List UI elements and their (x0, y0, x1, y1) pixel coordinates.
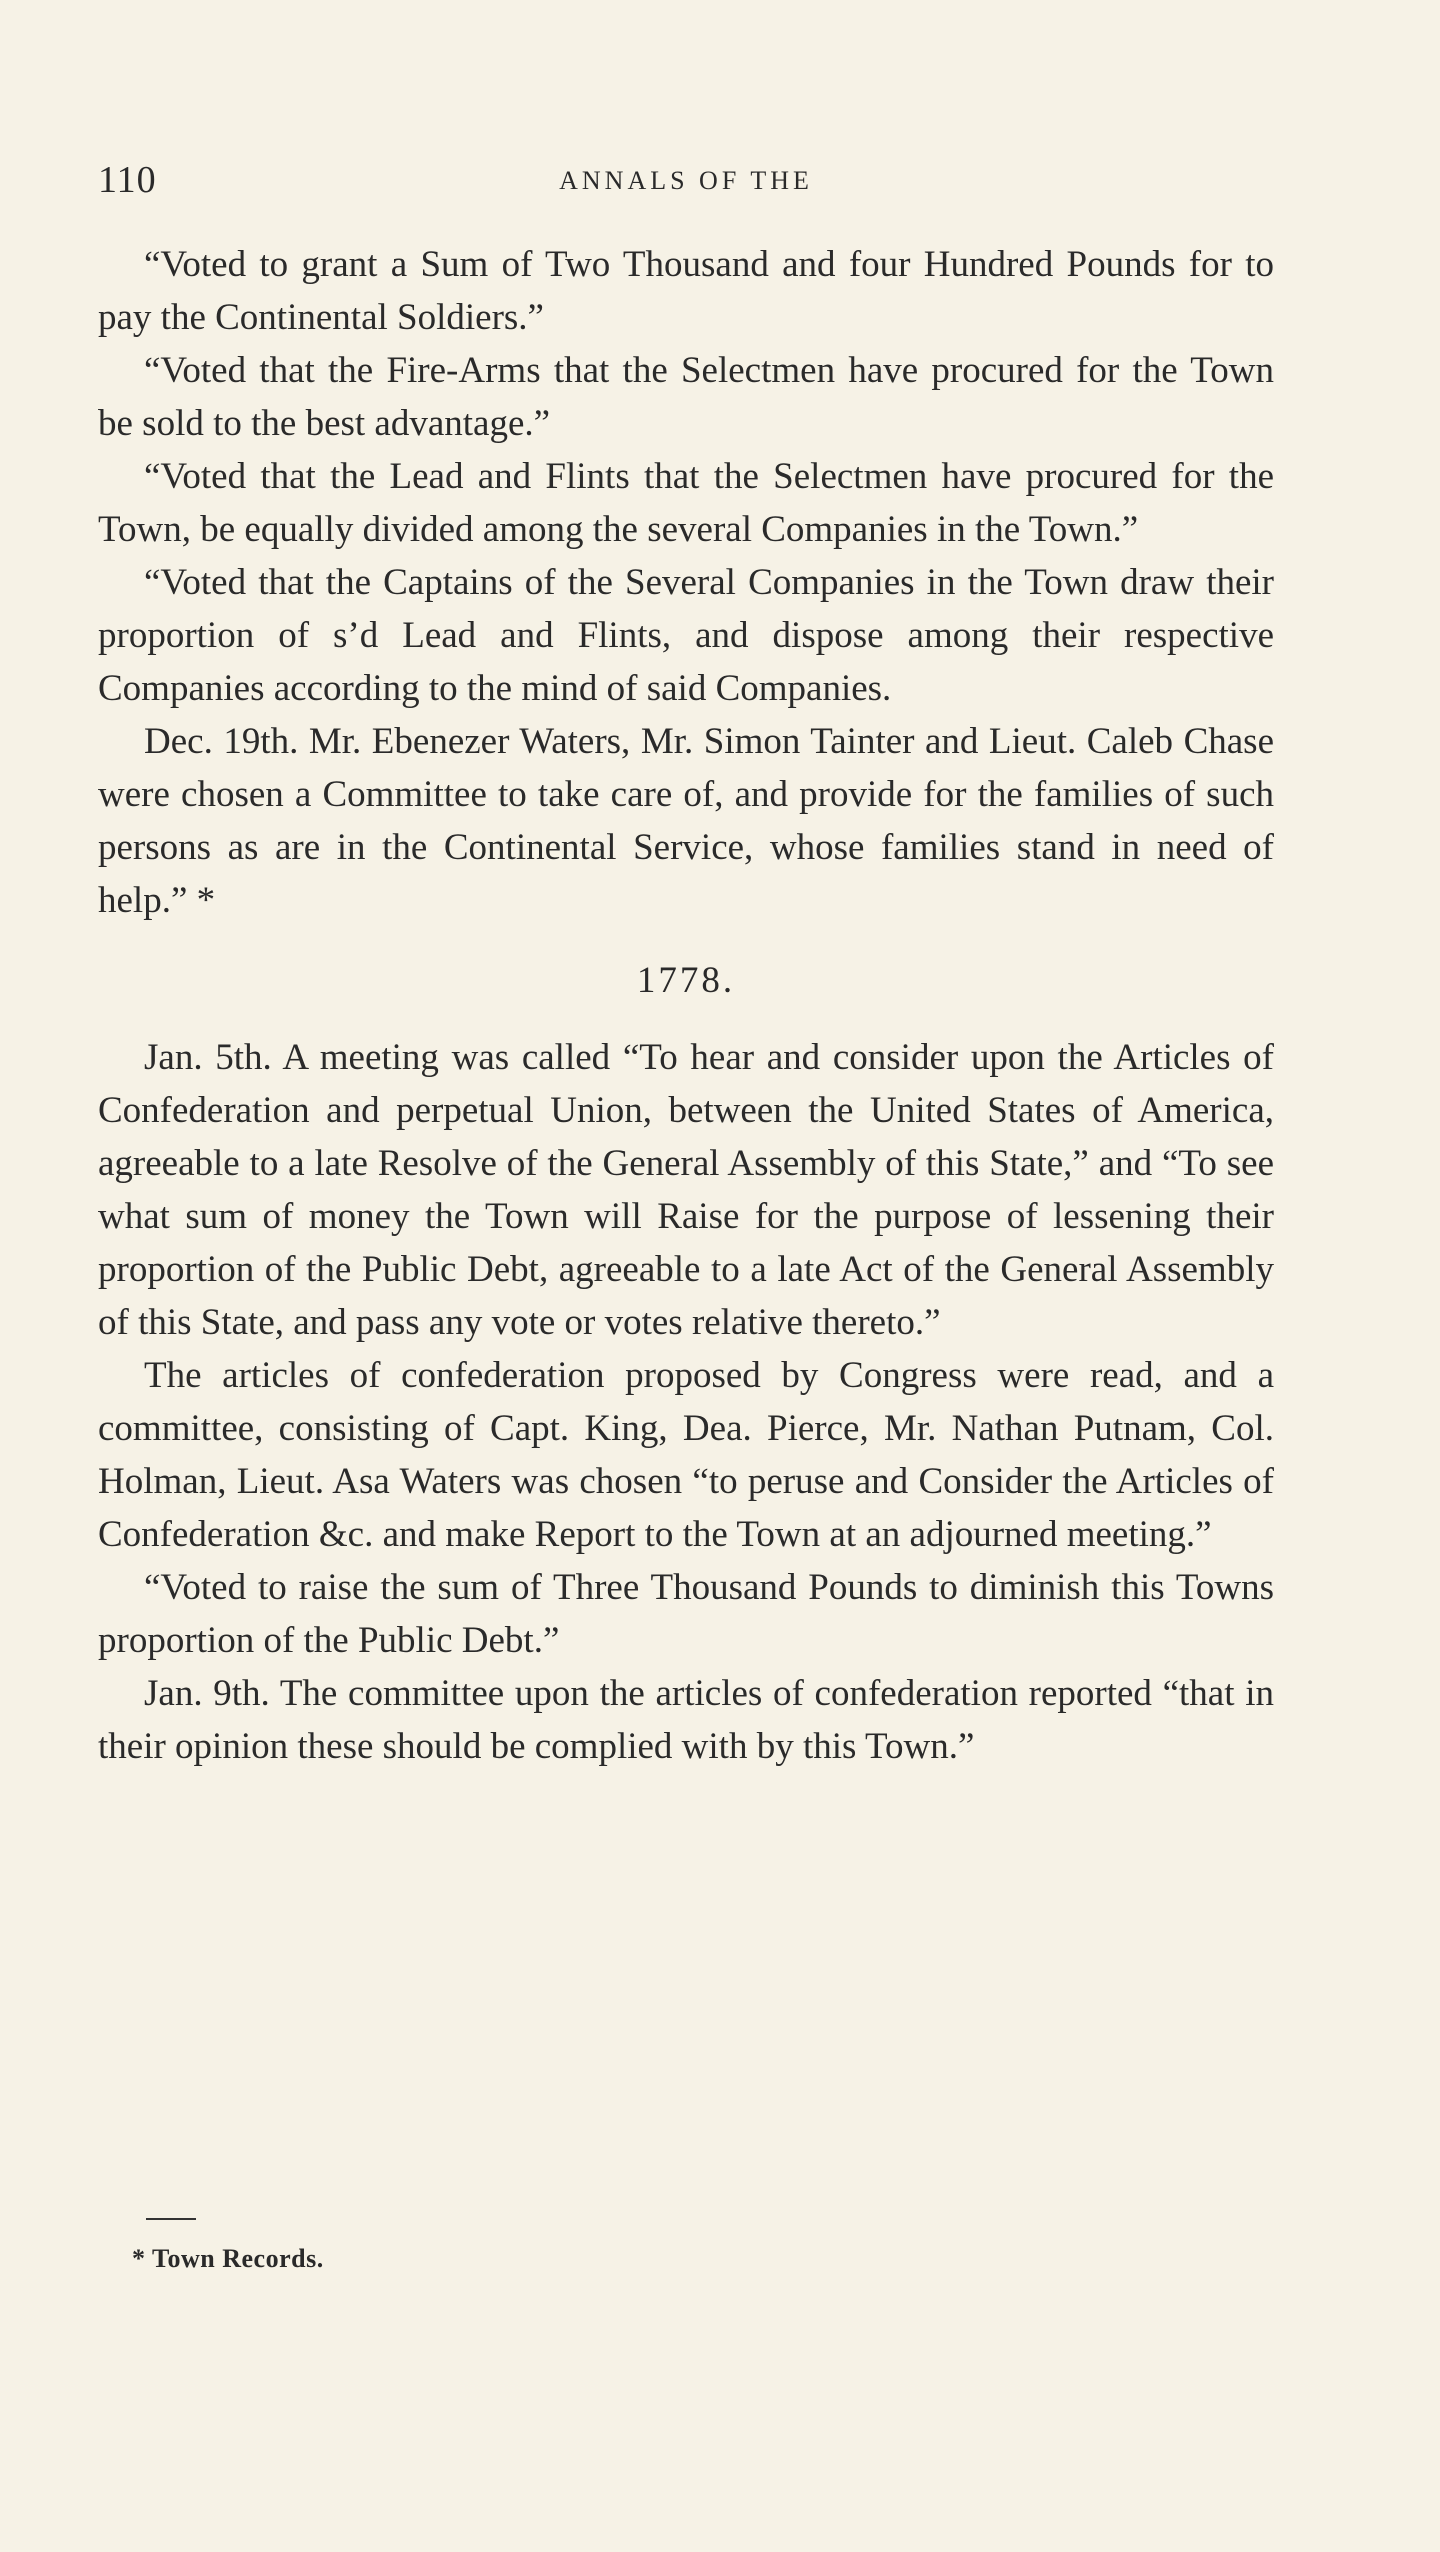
page-number: 110 (98, 159, 157, 201)
paragraph: “Voted that the Lead and Flints that the Selectmen have procured for the Town, be equally divided among the several Companies in the Town.” (98, 456, 1274, 550)
page-header (98, 158, 1274, 208)
paragraph: “Voted that the Captains of the Several Companies in the Town draw their proportion of s’d Lead and Flints, and dispose among their respective Companies according to the mind of said Companies. (98, 562, 1274, 709)
footnote-rule (146, 2218, 196, 2220)
running-head: ANNALS OF THE (559, 166, 813, 195)
paragraph: Dec. 19th. Mr. Ebenezer Waters, Mr. Simon Tainter and Lieut. Caleb Chase were chosen a Committee to take care of, and provide for the families of such persons as are in the Continental Service, whose families stand in need of help.” * (98, 721, 1274, 921)
paragraph: Jan. 5th. A meeting was called “To hear and consider upon the Articles of Confederation and perpetual Union, between the United States of America, agreeable to a late Resolve of the General Assembly of this State,” and “To see what sum of money the Town will Raise for the purpose of lessening their proportion of the Public Debt, agreeable to a late Act of the General Assembly of this State, and pass any vote or votes relative thereto.” (98, 1037, 1274, 1343)
footnote: * Town Records. (132, 2244, 324, 2273)
paragraph: Jan. 9th. The committee upon the articles of confederation reported “that in their opinion these should be complied with by this Town.” (98, 1673, 1274, 1767)
paragraph: The articles of confederation proposed by Congress were read, and a committee, consisting of Capt. King, Dea. Pierce, Mr. Nathan Putnam, Col. Holman, Lieut. Asa Waters was chosen “to peruse and Consider the Articles of Confederation &c. and make Report to the Town at an adjourned meeting.” (98, 1355, 1274, 1555)
paragraph: “Voted that the Fire-Arms that the Selectmen have procured for the Town be sold to the best advantage.” (98, 350, 1274, 444)
body-text (98, 238, 1274, 1773)
paragraph: “Voted to raise the sum of Three Thousand Pounds to diminish this Towns proportion of the Public Debt.” (98, 1567, 1274, 1661)
year-heading: 1778. (636, 960, 736, 1001)
paragraph: “Voted to grant a Sum of Two Thousand and four Hundred Pounds for to pay the Continental Soldiers.” (98, 244, 1274, 338)
